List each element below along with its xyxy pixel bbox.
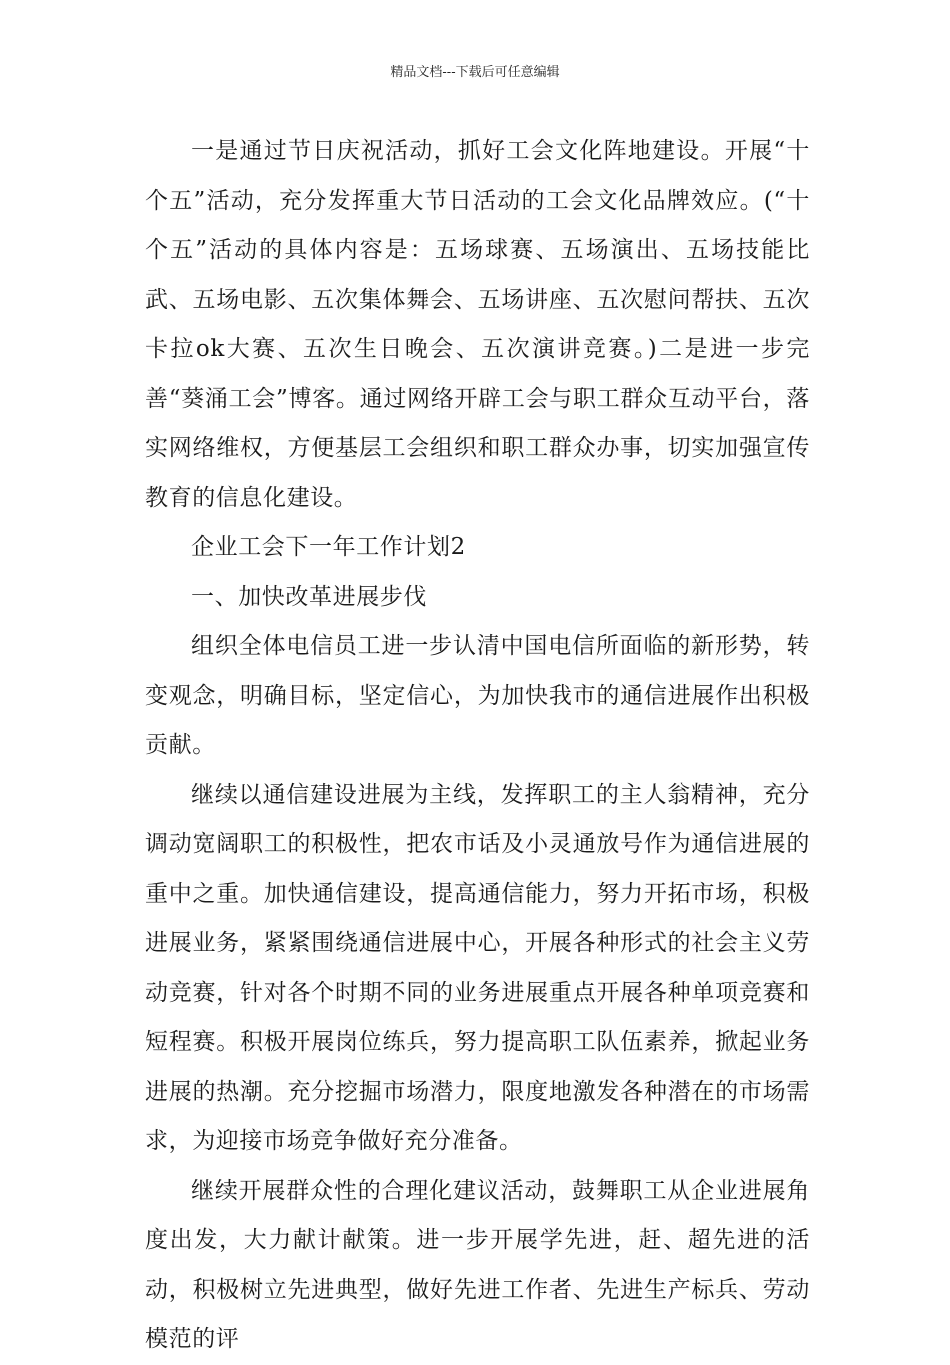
section-heading: 一、加快改革进展步伐 bbox=[191, 583, 427, 610]
paragraph-organize-staff: 组织全体电信员工进一步认清中国电信所面临的新形势，转变观念，明确目标，坚定信心，为加快我市的通信进展作出积极贡献。 bbox=[145, 633, 810, 758]
page-header: 精品文档---下载后可任意编辑 bbox=[390, 65, 560, 80]
paragraph-festival-activities: 一是通过节日庆祝活动，抓好工会文化阵地建设。开展“十个五”活动，充分发挥重大节日活动的工会文化品牌效应。(“十个五”活动的具体内容是：五场球赛、五场演出、五场技能比武、五场电影、五次集体舞会、五场讲座、五次慰问帮扶、五次卡拉ok大赛、五次生日晚会、五次演讲竞赛。)二是进一步完善“葵涌工会”博客。通过网络开辟工会与职工群众互动平台，落实网络维权，方便基层工会组织和职工群众办事，切实加强宣传教育的信息化建设。 bbox=[145, 138, 810, 511]
paragraph-communication-construction: 继续以通信建设进展为主线，发挥职工的主人翁精神，充分调动宽阔职工的积极性，把农市话及小灵通放号作为通信进展的重中之重。加快通信建设，提高通信能力，努力开拓市场，积极进展业务，紧紧围绕通信进展中心，开展各种形式的社会主义劳动竞赛，针对各个时期不同的业务进展重点开展各种单项竞赛和短程赛。积极开展岗位练兵，努力提高职工队伍素养，掀起业务进展的热潮。充分挖掘市场潜力，限度地激发各种潜在的市场需求，为迎接市场竞争做好充分准备。 bbox=[145, 781, 810, 1154]
section-title: 企业工会下一年工作计划2 bbox=[191, 534, 466, 560]
paragraph-rationalization-proposals: 继续开展群众性的合理化建议活动，鼓舞职工从企业进展角度出发，大力献计献策。进一步开展学先进，赶、超先进的活动，积极树立先进典型，做好先进工作者、先进生产标兵、劳动模范的评 bbox=[145, 1177, 810, 1352]
document-body bbox=[145, 127, 810, 1365]
